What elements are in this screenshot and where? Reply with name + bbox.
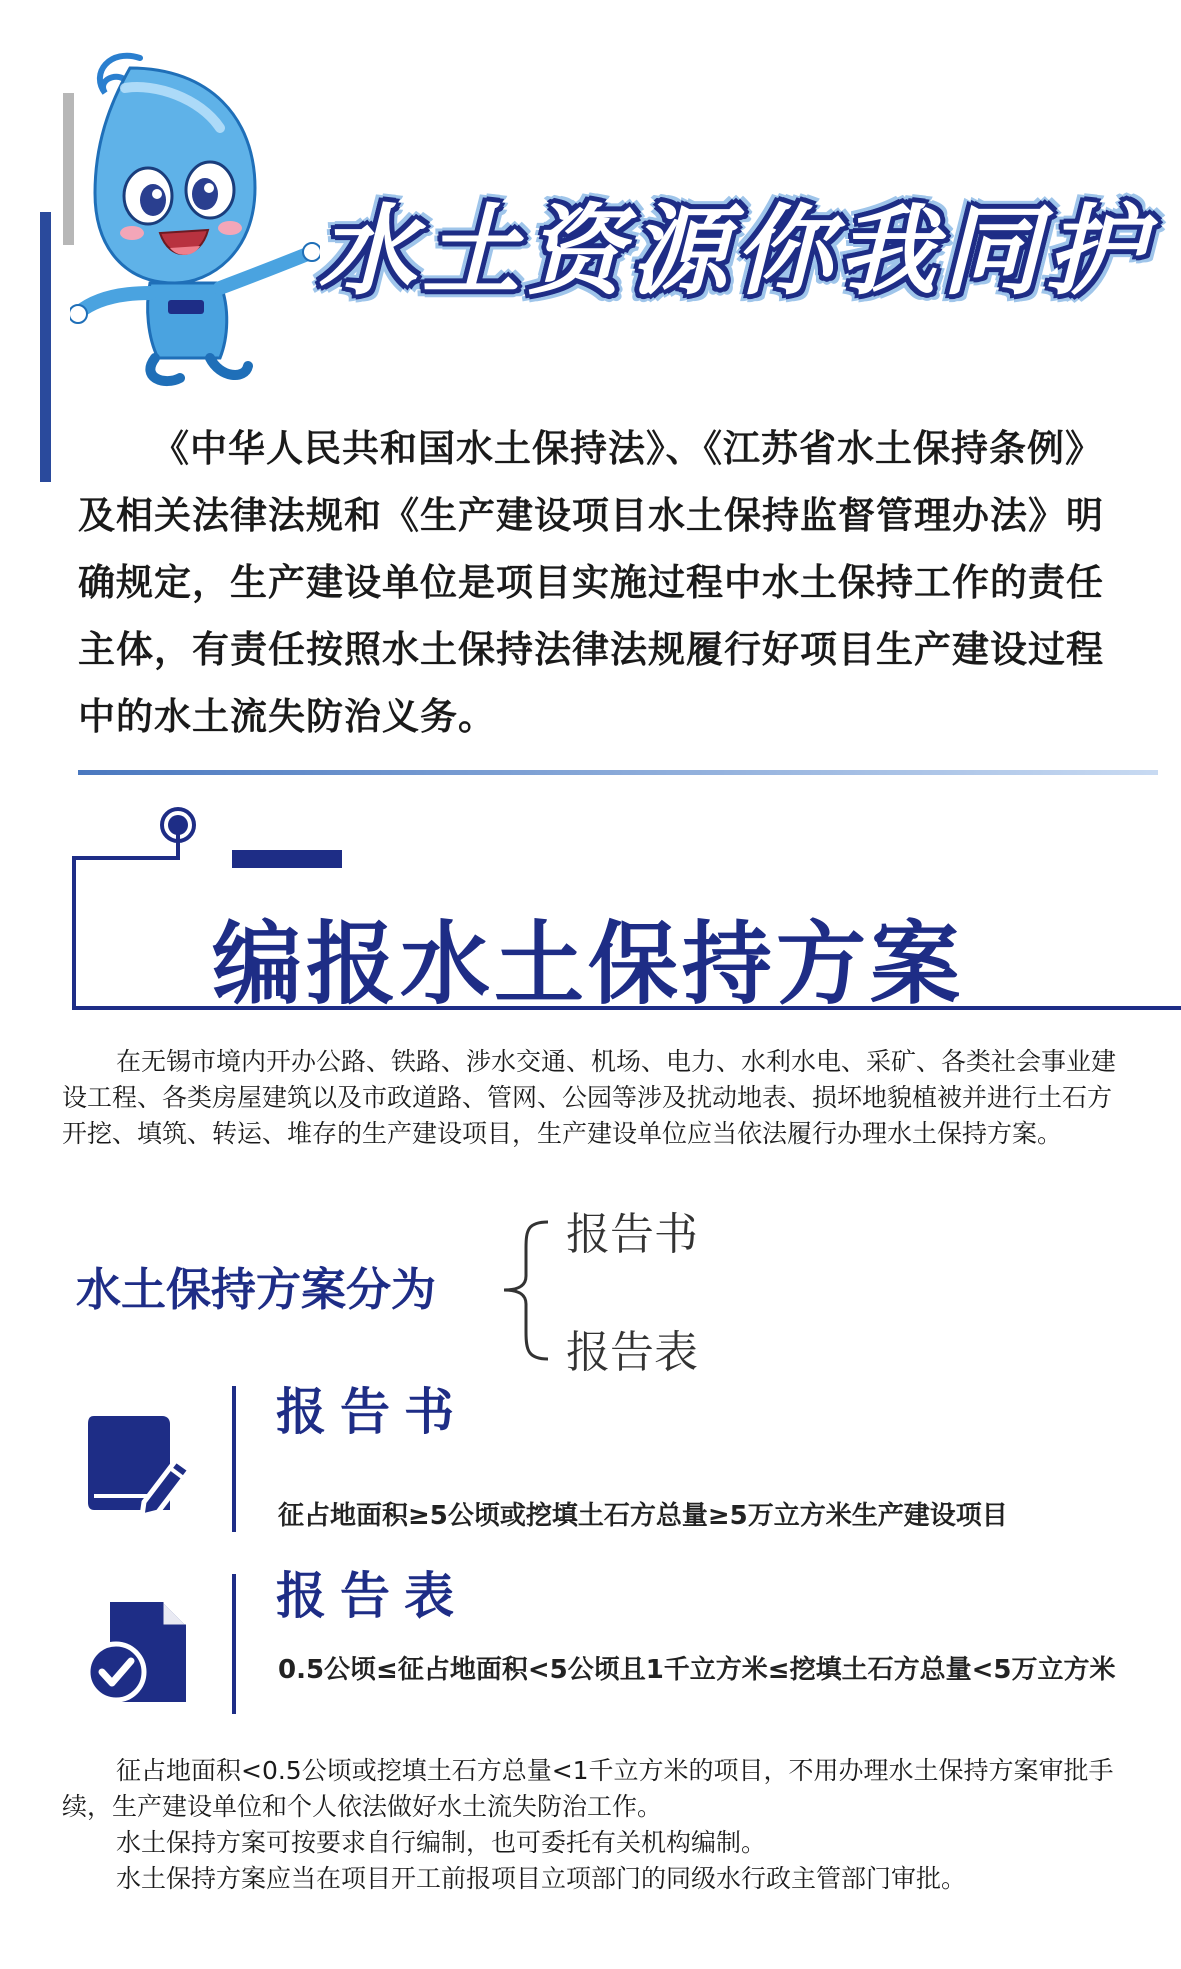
notes-block [62,1753,1122,1897]
intro-paragraph: 《中华人民共和国水土保持法》、《江苏省水土保持条例》及相关法律法规和《生产建设项目水土保持监督管理办法》明确规定，生产建设单位是项目实施过程中水土保持工作的责任主体，有责任按照水土保持法律法规履行好项目生产建设过程中的水土流失防治义务。 [78,427,1104,738]
section-title: 编报水土保持方案 [212,912,964,1017]
item-divider [232,1386,236,1532]
item-desc-form: 0.5公顷≤征占地面积<5公顷且1千立方米≤挖填土石方总量<5万立方米 [278,1655,1116,1685]
classification-option-report: 报告书 [566,1209,698,1260]
classification-option-form: 报告表 [566,1327,698,1378]
classification-label: 水土保持方案分为 [76,1263,437,1316]
title-frame-line [72,856,76,1010]
note-line: 水土保持方案可按要求自行编制，也可委托有关机构编制。 [116,1828,767,1857]
notebook-pencil-icon [84,1410,194,1520]
title-dash [232,850,342,868]
document-check-icon [84,1598,194,1708]
item-title-report: 报告书 [276,1383,468,1441]
item-desc-report: 征占地面积≥5公顷或挖填土石方总量≥5万立方米生产建设项目 [278,1501,1008,1531]
title-frame-line [72,856,180,860]
item-divider [232,1574,236,1714]
section-divider [78,770,1158,775]
ring-icon [159,806,197,844]
water-drop-mascot [70,48,320,388]
note-line: 水土保持方案应当在项目开工前报项目立项部门的同级水行政主管部门审批。 [116,1864,967,1893]
slogan-title: 水土资源你我同护 [318,194,1151,309]
curly-brace-icon [498,1218,554,1363]
section-paragraph: 在无锡市境内开办公路、铁路、涉水交通、机场、电力、水利水电、采矿、各类社会事业建设工程、各类房屋建筑以及市政道路、管网、公园等涉及扰动地表、损坏地貌植被并进行土石方开挖、填筑、转运、堆存的生产建设项目，生产建设单位应当依法履行办理水土保持方案。 [62,1047,1117,1148]
note-line: 征占地面积<0.5公顷或挖填土石方总量<1千立方米的项目，不用办理水土保持方案审批手续，生产建设单位和个人依法做好水土流失防治工作。 [62,1756,1114,1821]
item-title-form: 报告表 [276,1567,468,1625]
decor-bar-blue [40,212,51,482]
